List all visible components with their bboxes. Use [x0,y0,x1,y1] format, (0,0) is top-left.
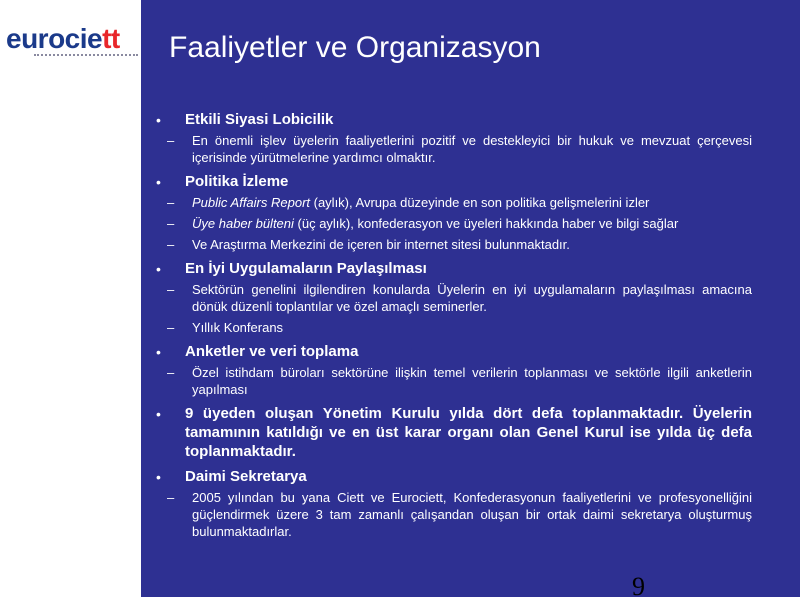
section-heading: Politika İzleme [185,173,289,190]
sub-item-text: Ve Araştırma Merkezini de içeren bir internet sitesi bulunmaktadır. [192,237,570,252]
dash-icon: – [167,365,175,380]
logo-wordmark: eurociett [6,23,120,54]
section-secretariat [156,467,752,487]
section-heading: Etkili Siyasi Lobicilik [185,111,334,128]
sub-item [156,194,752,211]
bullet-icon: • [156,112,161,128]
section-policy-monitoring [156,172,752,192]
dash-icon: – [167,237,175,252]
logo-tagline-decoration [34,54,138,58]
sub-item-text: Özel istihdam büroları sektörüne ilişkin temel verilerin toplanması ve sektörle ilgili anketlerin yapılması [192,365,752,397]
dash-icon: – [167,216,175,231]
sub-item-italic-text: Üye haber bülteni [192,216,294,231]
sub-item [156,364,752,398]
section-heading: En İyi Uygulamaların Paylaşılması [185,260,427,277]
sub-item [156,236,752,253]
sub-item [156,281,752,315]
sub-item [156,319,752,336]
dash-icon: – [167,282,175,297]
bullet-icon: • [156,261,161,277]
sub-item-text: En önemli işlev üyelerin faaliyetlerini pozitif ve destekleyici bir hukuk ve mevzuat çerçevesi içerisinde yürütmelerine yardımcı olmaktır. [192,133,752,165]
sub-item-text: 2005 yılından bu yana Ciett ve Eurociett, Konfederasyonun faaliyetlerini ve profesyonelliğini güçlendirmek üzere 3 tam zamanlı çalışandan oluşan bir ortak daimi sekretarya oluşturmuş bulunmaktadırlar. [192,490,752,539]
sub-item-italic-text: Public Affairs Report [192,195,311,210]
sub-item [156,132,752,166]
section-heading: Anketler ve veri toplama [185,343,359,360]
sub-item [156,489,752,540]
section-best-practices [156,259,752,279]
section-heading: Daimi Sekretarya [185,468,307,485]
bullet-icon: • [156,406,161,422]
sub-item-text: (üç aylık), konfederasyon ve üyeleri hakkında haber ve bilgi sağlar [293,216,679,231]
bullet-icon: • [156,344,161,360]
sub-item-text: Sektörün genelini ilgilendiren konularda Üyelerin en iyi uygulamaların paylaşılması amacına dönük düzenli toplantılar ve özel amaçlı seminerler. [192,282,752,314]
dash-icon: – [167,195,175,210]
section-board [156,404,752,461]
bullet-icon: • [156,469,161,485]
slide-title: Faaliyetler ve Organizasyon [169,31,541,64]
slide-content [156,110,752,540]
section-heading: 9 üyeden oluşan Yönetim Kurulu yılda dört defa toplanmaktadır. Üyelerin tamamının katıldığı ve en üst karar organı olan Genel Kurul ise yılda üç defa toplanmaktadır. [185,405,752,460]
section-surveys [156,342,752,362]
eurociett-logo [6,22,136,66]
sub-item [156,215,752,232]
bullet-icon: • [156,174,161,190]
page-number: 9 [632,572,645,601]
sub-item-text: Yıllık Konferans [192,320,284,335]
dash-icon: – [167,490,175,505]
section-lobbying [156,110,752,130]
sub-item-text: (aylık), Avrupa düzeyinde en son politika gelişmelerini izler [310,195,650,210]
dash-icon: – [167,133,175,148]
dash-icon: – [167,320,175,335]
